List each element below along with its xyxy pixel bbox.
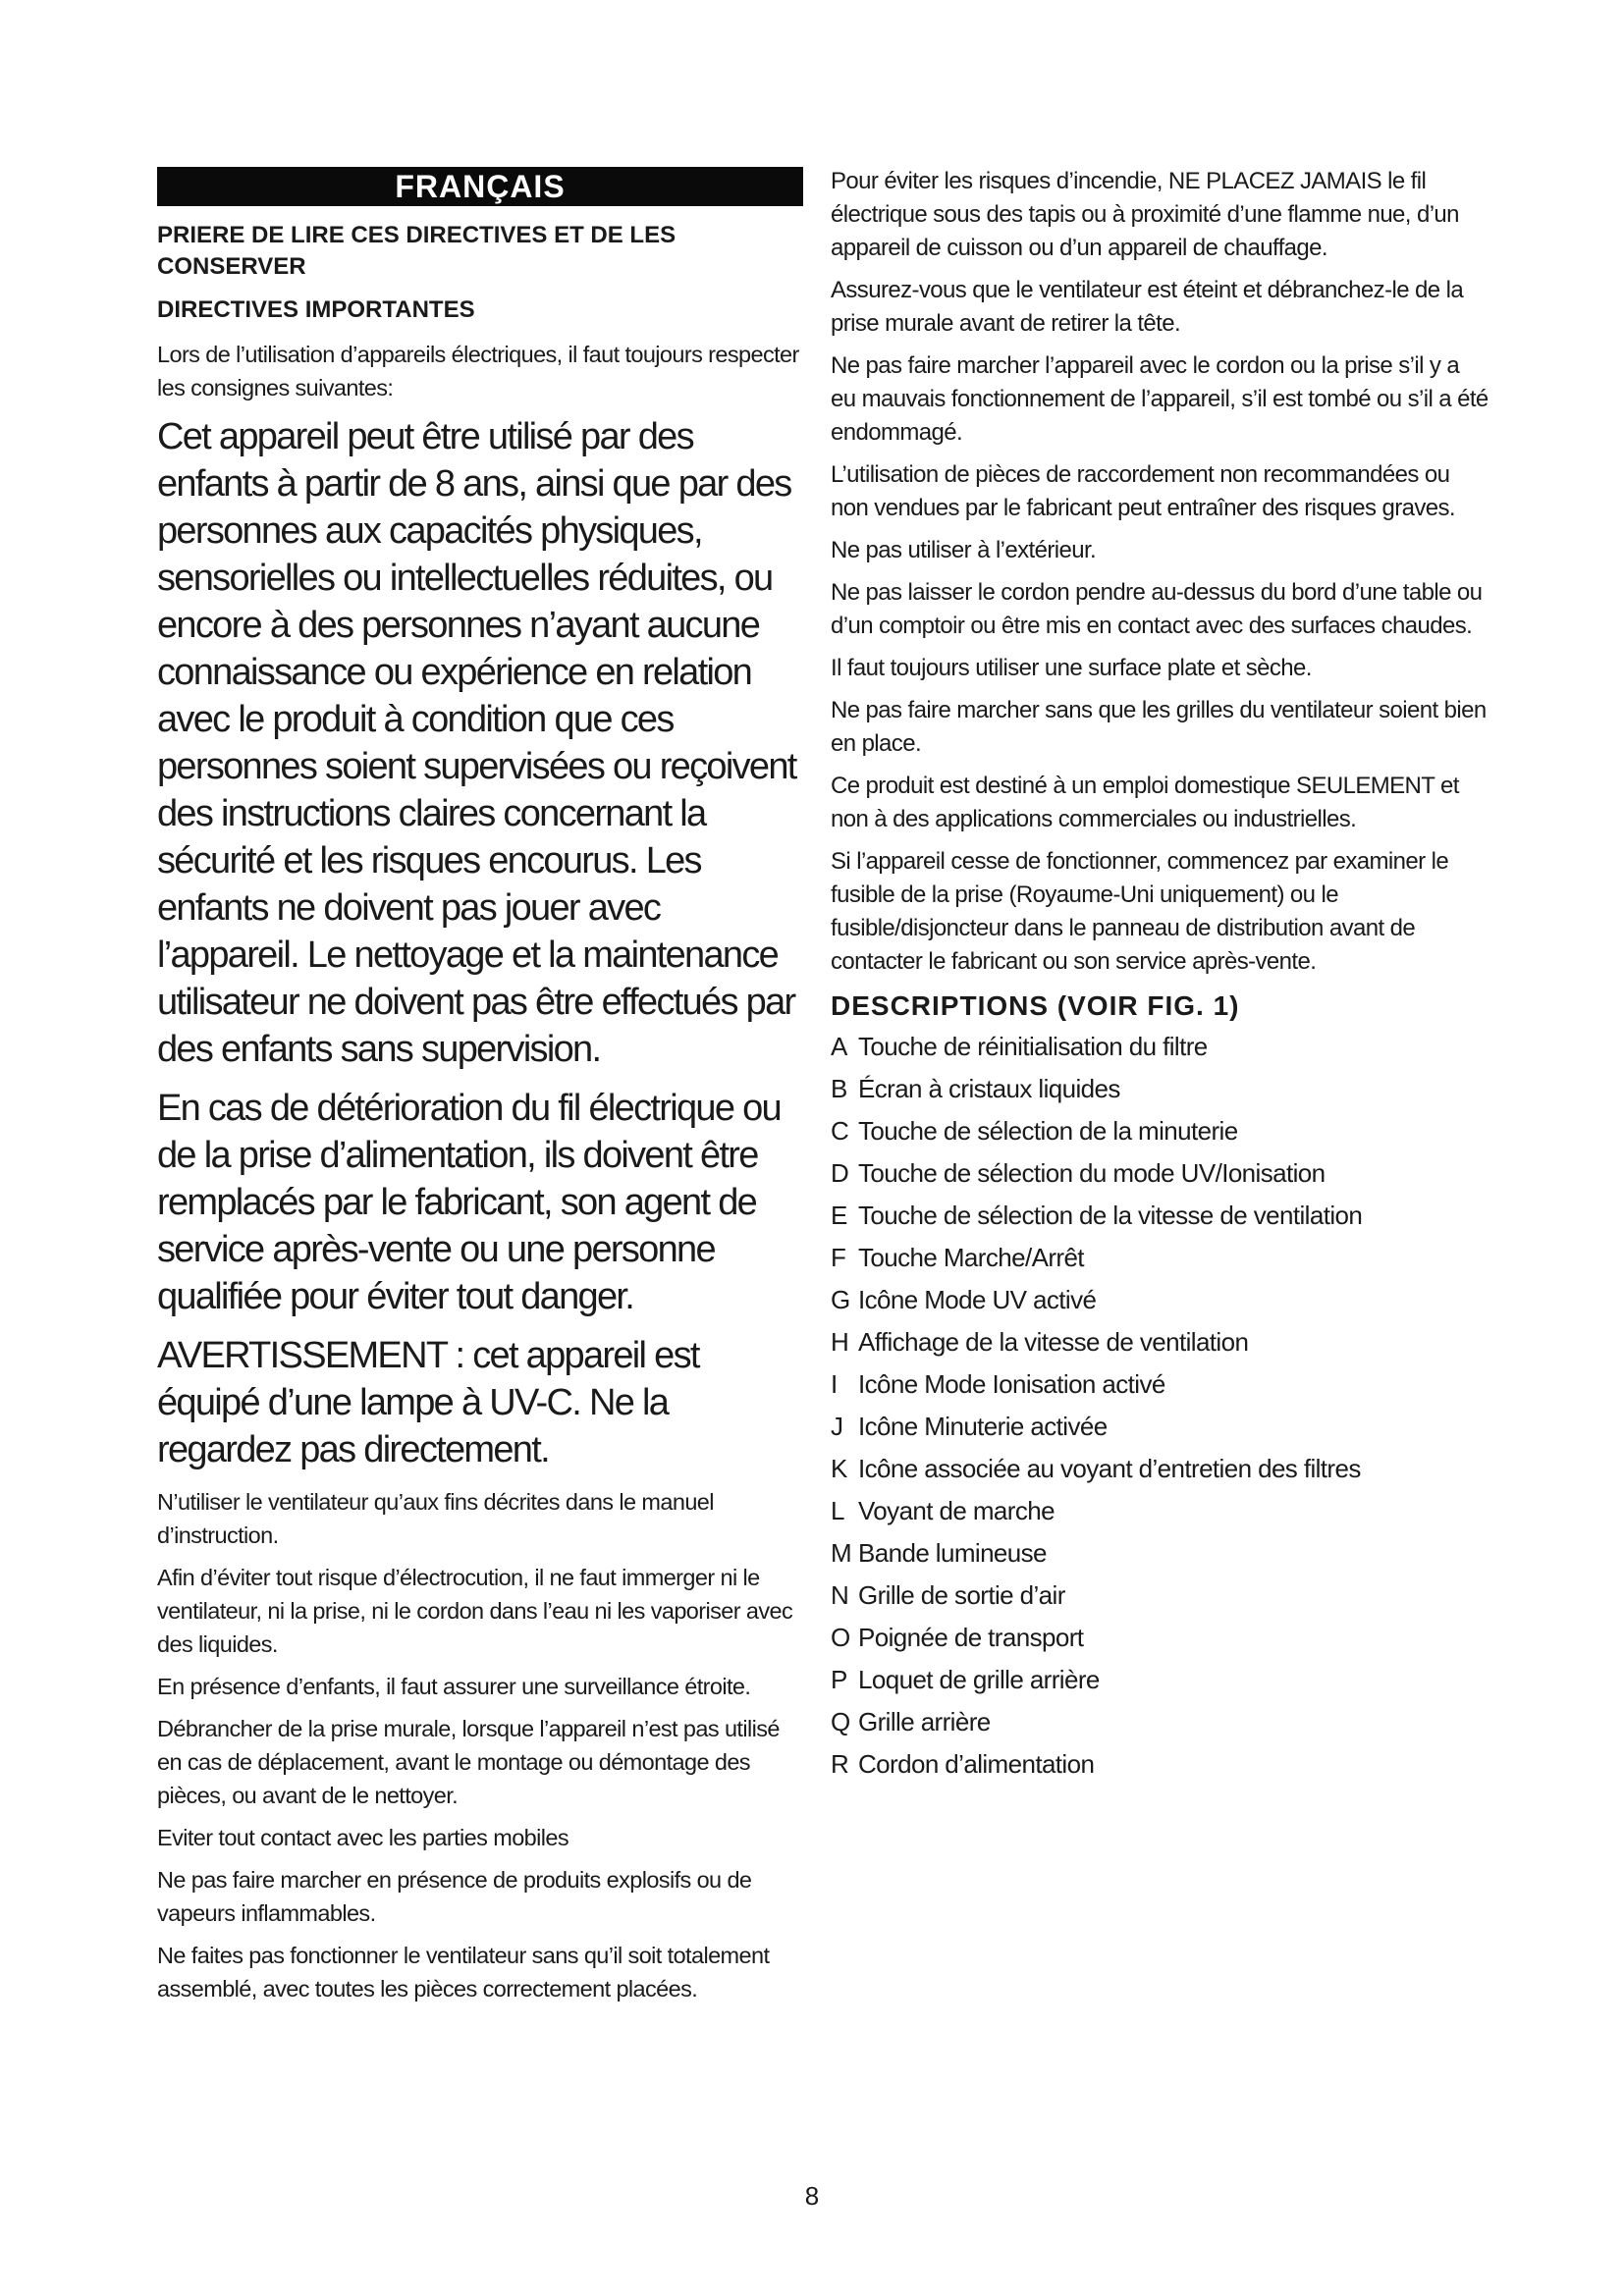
right-column	[831, 165, 1489, 1786]
item-letter: I	[831, 1369, 838, 1399]
paragraph: Pour éviter les risques d’incendie, NE PLACEZ JAMAIS le fil électrique sous des tapis ou à proximité d’une flamme nue, d’un appareil de cuisson ou d’un appareil de chauffage.	[831, 168, 1459, 261]
item-letter: K	[831, 1454, 847, 1483]
item-label: Cordon d’alimentation	[858, 1749, 1095, 1779]
paragraph: Eviter tout contact avec les parties mobiles	[157, 1825, 568, 1850]
descriptions-list	[831, 1026, 1489, 1786]
list-item	[831, 1617, 1489, 1659]
list-item	[831, 1321, 1489, 1363]
paragraph: Ne pas faire marcher en présence de produits explosifs ou de vapeurs inflammables.	[157, 1867, 752, 1926]
list-item	[831, 1406, 1489, 1448]
list-item	[831, 1490, 1489, 1532]
paragraph: Il faut toujours utiliser une surface plate et sèche.	[831, 655, 1312, 681]
paragraph: Ne pas laisser le cordon pendre au-dessus du bord d’une table ou d’un comptoir ou être mis en contact avec des surfaces chaudes.	[831, 579, 1483, 639]
list-item	[831, 1448, 1489, 1490]
paragraph: Lors de l’utilisation d’appareils électriques, il faut toujours respecter les consignes suivantes:	[157, 342, 799, 400]
item-letter: C	[831, 1116, 849, 1146]
paragraph: Ne pas faire marcher sans que les grilles du ventilateur soient bien en place.	[831, 697, 1487, 757]
item-label: Loquet de grille arrière	[858, 1665, 1100, 1694]
item-letter: H	[831, 1327, 849, 1357]
item-letter: B	[831, 1074, 847, 1103]
paragraph: Débrancher de la prise murale, lorsque l’appareil n’est pas utilisé en cas de déplacement, avant le montage ou démontage des pièces, ou avant de le nettoyer.	[157, 1716, 780, 1808]
list-item	[831, 1279, 1489, 1321]
page-number: 8	[804, 2181, 820, 2211]
item-label: Touche de sélection de la minuterie	[858, 1116, 1238, 1146]
item-letter: P	[831, 1665, 847, 1694]
important-instructions-heading: DIRECTIVES IMPORTANTES	[157, 296, 475, 323]
paragraph: N’utiliser le ventilateur qu’aux fins décrites dans le manuel d’instruction.	[157, 1489, 714, 1548]
paragraph: Ne pas faire marcher l’appareil avec le cordon ou la prise s’il y a eu mauvais fonctionnement de l’appareil, s’il est tombé ou s’il a été endommagé.	[831, 352, 1489, 446]
item-letter: L	[831, 1496, 844, 1525]
item-label: Icône Minuterie activée	[858, 1412, 1108, 1441]
item-label: Touche de sélection du mode UV/Ionisation	[858, 1158, 1326, 1188]
item-label: Touche Marche/Arrêt	[858, 1243, 1084, 1272]
list-item	[831, 1195, 1489, 1237]
warning-paragraph: En cas de détérioration du fil électrique ou de la prise d’alimentation, ils doivent être remplacés par le fabricant, son agent de service après-vente ou une personne qualifiée pour éviter tout danger.	[157, 1088, 781, 1317]
item-label: Touche de sélection de la vitesse de ventilation	[858, 1201, 1363, 1230]
item-label: Icône Mode Ionisation activé	[858, 1369, 1165, 1399]
item-label: Poignée de transport	[858, 1623, 1084, 1652]
list-item	[831, 1701, 1489, 1743]
item-letter: F	[831, 1243, 846, 1272]
item-label: Bande lumineuse	[858, 1538, 1047, 1568]
item-letter: N	[831, 1580, 849, 1610]
list-item	[831, 1237, 1489, 1279]
item-letter: G	[831, 1285, 850, 1314]
paragraph: Afin d’éviter tout risque d’électrocution, il ne faut immerger ni le ventilateur, ni la prise, ni le cordon dans l’eau ni les vaporiser avec des liquides.	[157, 1565, 793, 1657]
list-item	[831, 1110, 1489, 1152]
left-column	[157, 167, 803, 2014]
list-item	[831, 1743, 1489, 1786]
language-banner: FRANÇAIS	[157, 167, 803, 206]
item-label: Grille arrière	[858, 1707, 991, 1736]
item-label: Affichage de la vitesse de ventilation	[858, 1327, 1249, 1357]
list-item	[831, 1659, 1489, 1701]
item-letter: R	[831, 1749, 849, 1779]
item-label: Écran à cristaux liquides	[858, 1074, 1120, 1103]
warning-paragraph: Cet appareil peut être utilisé par des enfants à partir de 8 ans, ainsi que par des personnes aux capacités physiques, sensorielles ou intellectuelles réduites, ou encore à des personnes n’ayant aucune connaissance ou expérience en relation avec le produit à condition que ces personnes soient supervisées ou reçoivent des instructions claires concernant la sécurité et les risques encourus. Les enfants ne doivent pas jouer avec l’appareil. Le nettoyage et la maintenance utilisateur ne doivent pas être effectués par des enfants sans supervision.	[157, 416, 796, 1070]
list-item	[831, 1363, 1489, 1406]
item-label: Voyant de marche	[858, 1496, 1055, 1525]
item-letter: E	[831, 1201, 847, 1230]
paragraph: Ne pas utiliser à l’extérieur.	[831, 537, 1097, 563]
item-label: Touche de réinitialisation du filtre	[858, 1032, 1208, 1061]
item-label: Grille de sortie d’air	[858, 1580, 1065, 1610]
paragraph: Si l’appareil cesse de fonctionner, commencez par examiner le fusible de la prise (Royaume-Uni uniquement) ou le fusible/disjoncteur dans le panneau de distribution avant de contacter le fabricant ou son service après-vente.	[831, 848, 1449, 975]
warning-paragraph: AVERTISSEMENT : cet appareil est équipé d’une lampe à UV-C. Ne la regardez pas directement.	[157, 1335, 699, 1470]
list-item	[831, 1026, 1489, 1068]
list-item	[831, 1068, 1489, 1110]
read-instructions-heading: PRIERE DE LIRE CES DIRECTIVES ET DE LES CONSERVER	[157, 222, 677, 280]
paragraph: L’utilisation de pièces de raccordement non recommandées ou non vendues par le fabricant peut entraîner des risques graves.	[831, 461, 1455, 521]
paragraph: En présence d’enfants, il faut assurer une surveillance étroite.	[157, 1674, 751, 1699]
item-letter: D	[831, 1158, 849, 1188]
list-item	[831, 1152, 1489, 1195]
paragraph: Ce produit est destiné à un emploi domestique SEULEMENT et non à des applications commerciales ou industrielles.	[831, 773, 1459, 832]
item-label: Icône Mode UV activé	[858, 1285, 1097, 1314]
paragraph: Assurez-vous que le ventilateur est éteint et débranchez-le de la prise murale avant de retirer la tête.	[831, 277, 1464, 337]
item-letter: O	[831, 1623, 850, 1652]
item-letter: A	[831, 1032, 847, 1061]
descriptions-heading: DESCRIPTIONS (VOIR FIG. 1)	[831, 990, 1240, 1021]
item-letter: M	[831, 1538, 852, 1568]
paragraph: Ne faites pas fonctionner le ventilateur sans qu’il soit totalement assemblé, avec toutes les pièces correctement placées.	[157, 1943, 770, 2002]
item-label: Icône associée au voyant d’entretien des filtres	[858, 1454, 1361, 1483]
item-letter: Q	[831, 1707, 850, 1736]
item-letter: J	[831, 1412, 843, 1441]
list-item	[831, 1575, 1489, 1617]
list-item	[831, 1532, 1489, 1575]
